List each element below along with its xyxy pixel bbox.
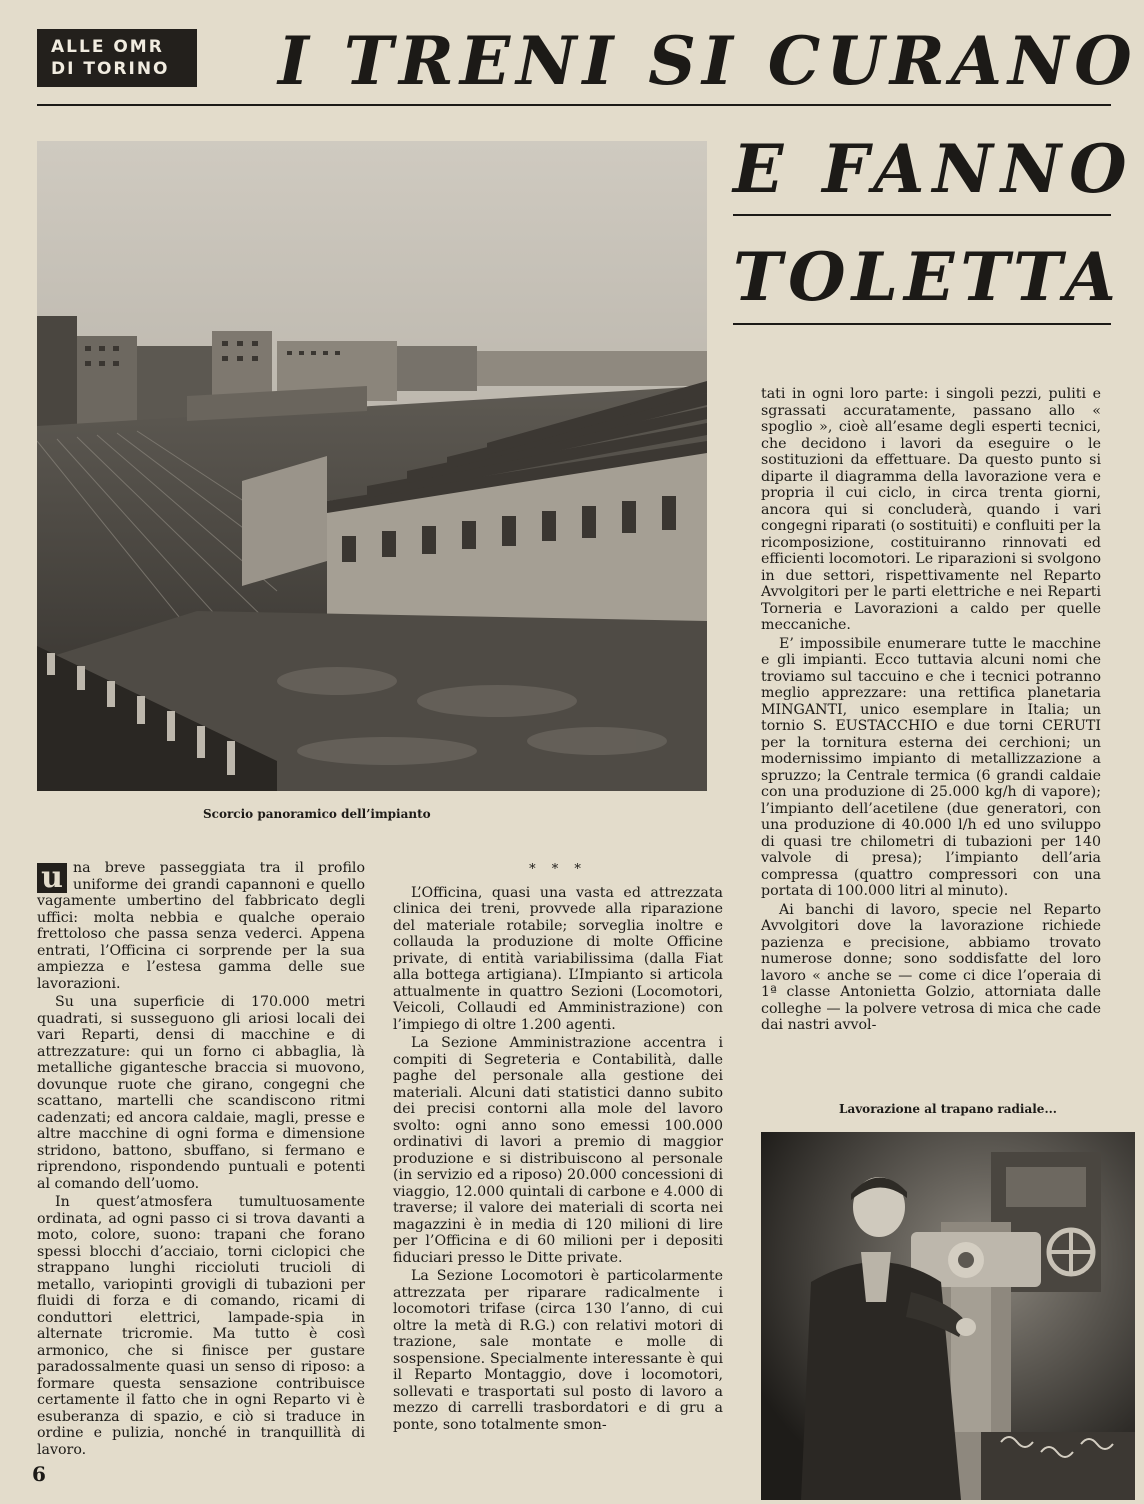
paragraph-amministrazione: La Sezione Amministrazione accentra i compiti di Segreteria e Contabilità, dalle paghe del personale alla gestione dei materiali. Alcuni dati statistici danno subito dei precisi contorni alla mole del lavoro svolto: ogni anno sono emessi 100.000 ordinativi di lavori a premio di maggior produzione e si distribuiscono al personale (in servizio ed a riposo) 20.000 concessioni di viaggio, 12.000 quintali di carbone e 4.000 di traverse; il valore dei materiali di scorta nei magazzini è in media di 120 milioni di lire per l’Officina e di 60 milioni per i depositi fiduciari presso le Ditte private. <box>393 1035 723 1266</box>
headline-rule-bottom <box>733 323 1111 325</box>
kicker-line-2: DI TORINO <box>51 59 170 79</box>
section-separator: * * * <box>529 862 587 877</box>
section-kicker <box>37 29 197 87</box>
article-column-2 <box>393 860 723 1435</box>
kicker-line-1: ALLE OMR <box>51 37 164 57</box>
paragraph-intro-text: na breve passeggiata tra il profilo uniforme dei grandi capannoni e quello vagamente umbertino del fabbricato degli uffici: molta nebbia e qualche operaio frettoloso che passa senza vederci. Appena entrati, l’Officina ci sorprende per la sua ampiezza e l’estesa gamma delle sue lavorazioni. <box>37 860 365 992</box>
headline-line-2: E FANNO <box>733 130 1135 208</box>
headline-rule-middle <box>733 214 1111 216</box>
drill-worker-illustration <box>761 1132 1135 1500</box>
headline-line-1: I TRENI SI CURANO <box>278 22 1138 100</box>
drop-cap: u <box>37 863 67 893</box>
article-column-1 <box>37 860 365 1460</box>
paragraph-intro <box>37 860 365 992</box>
headline-rule-top <box>37 104 1111 106</box>
paragraph-smontati: tati in ogni loro parte: i singoli pezzi, puliti e sgrassati accuratamente, passano allo « spoglio », cioè all’esame degli esperti tecnici, che decidono i lavori da eseguire o le sostituzioni da effettuare. Da questo punto si diparte il diagramma della lavorazione vera e propria il cui ciclo, in circa trenta giorni, ancora qui si concluderà, quando i vari congegni riparati (o sostituiti) e confluiti per la ricomposizione, costituiranno rinnovati ed efficienti locomotori. Le riparazioni si svolgono in due settori, rispettivamente nel Reparto Avvolgitori per le parti elettriche e nei Reparti Torneria e Lavorazioni a caldo per quelle meccaniche. <box>761 386 1101 633</box>
paragraph-officina: L’Officina, quasi una vasta ed attrezzata clinica dei treni, provvede alla riparazione del materiale rotabile; sorveglia inoltre e collauda la produzione di molte Officine private, di entità variabilissima (dalla Fiat alla bottega artigiana). L’Impianto si articola attualmente in quattro Sezioni (Locomotori, Veicoli, Collaudi ed Amministrazione) con l’impiego di oltre 1.200 agenti. <box>393 884 723 1033</box>
photo-caption-panorama: Scorcio panoramico dell’impianto <box>203 807 431 821</box>
article-column-3 <box>761 386 1101 1036</box>
drill-worker-photo-icon <box>761 1132 1135 1500</box>
paragraph-macchine: E’ impossibile enumerare tutte le macchine e gli impianti. Ecco tuttavia alcuni nomi che troviamo sul taccuino e che i tecnici potranno meglio apprezzare: una rettifica planetaria MINGANTI, unico esemplare in Italia; un tornio S. EUSTACCHIO e due torni CERUTI per la tornitura esterna dei cerchioni; un modernissimo impianto di metallizzazione a spruzzo; la Centrale termica (6 grandi caldaie con una produzione di 25.000 kg/h di vapore); l’impianto dell’acetilene (due generatori, con una produzione di 40.000 l/h ed uno sviluppo di quasi tre chilometri di tubazioni per 140 valvole di presa); l’impianto dell’aria compressa (quattro compressori con una portata di 100.000 litri al minuto). <box>761 635 1101 899</box>
paragraph-banchi: Ai banchi di lavoro, specie nel Reparto Avvolgitori dove la lavorazione richiede pazienza e precisione, abbiamo trovato numerose donne; sono soddisfatte del loro lavoro « anche se — come ci dice l’operaia di 1ª classe Antonietta Golzio, attorniata dalle colleghe — la polvere vetrosa di mica che cade dai nastri avvol- <box>761 901 1101 1033</box>
headline-line-3: TOLETTA <box>733 238 1122 316</box>
rail-yard-illustration <box>37 141 707 791</box>
rail-yard-photo-icon <box>37 141 707 791</box>
paragraph-surface: Su una superficie di 170.000 metri quadrati, si susseguono gli ariosi locali dei vari Reparti, densi di macchine e di attrezzature: qui un forno ci abbaglia, là metalliche gigantesche braccia si muovono, dovunque ruote che girano, congegni che scattano, martelli che scandiscono ritmi cadenzati; ed ancora caldaie, magli, presse e altre macchine di ogni forma e dimensione stridono, battono, sbuffano, si fermano e riprendono, rispondendo puntuali e potenti al comando dell’uomo. <box>37 994 365 1192</box>
paragraph-atmosphere: In quest’atmosfera tumultuosamente ordinata, ad ogni passo ci si trova davanti a moto, colore, suono: trapani che forano spessi blocchi d’acciaio, torni ciclopici che strappano lunghi riccioluti trucioli di metallo, variopinti grovigli di tubazioni per fluidi di forza e di comando, ricami di conduttori elettrici, lampade-spia in alternate tricromie. Ma tutto è così armonico, che si finisce per gustare paradossalmente quasi un senso di riposo: a formare questa sensazione contribuisce certamente il fatto che in ogni Reparto vi è esuberanza di spazio, e ciò si traduce in ordine e pulizia, nonché in tranquillità di lavoro. <box>37 1194 365 1458</box>
page-number: 6 <box>32 1462 46 1486</box>
paragraph-locomotori: La Sezione Locomotori è particolarmente attrezzata per riparare radicalmente i locomotori trifase (circa 130 l’anno, di cui oltre la metà di R.G.) con relativi motori di trazione, sale montate e molle di sospensione. Specialmente interessante è qui il Reparto Montaggio, dove i locomotori, sollevati e trasportati sul posto di lavoro a mezzo di carrelli trasbordatori e di gru a ponte, sono totalmente smon- <box>393 1268 723 1433</box>
photo-caption-drill: Lavorazione al trapano radiale... <box>839 1102 1057 1116</box>
